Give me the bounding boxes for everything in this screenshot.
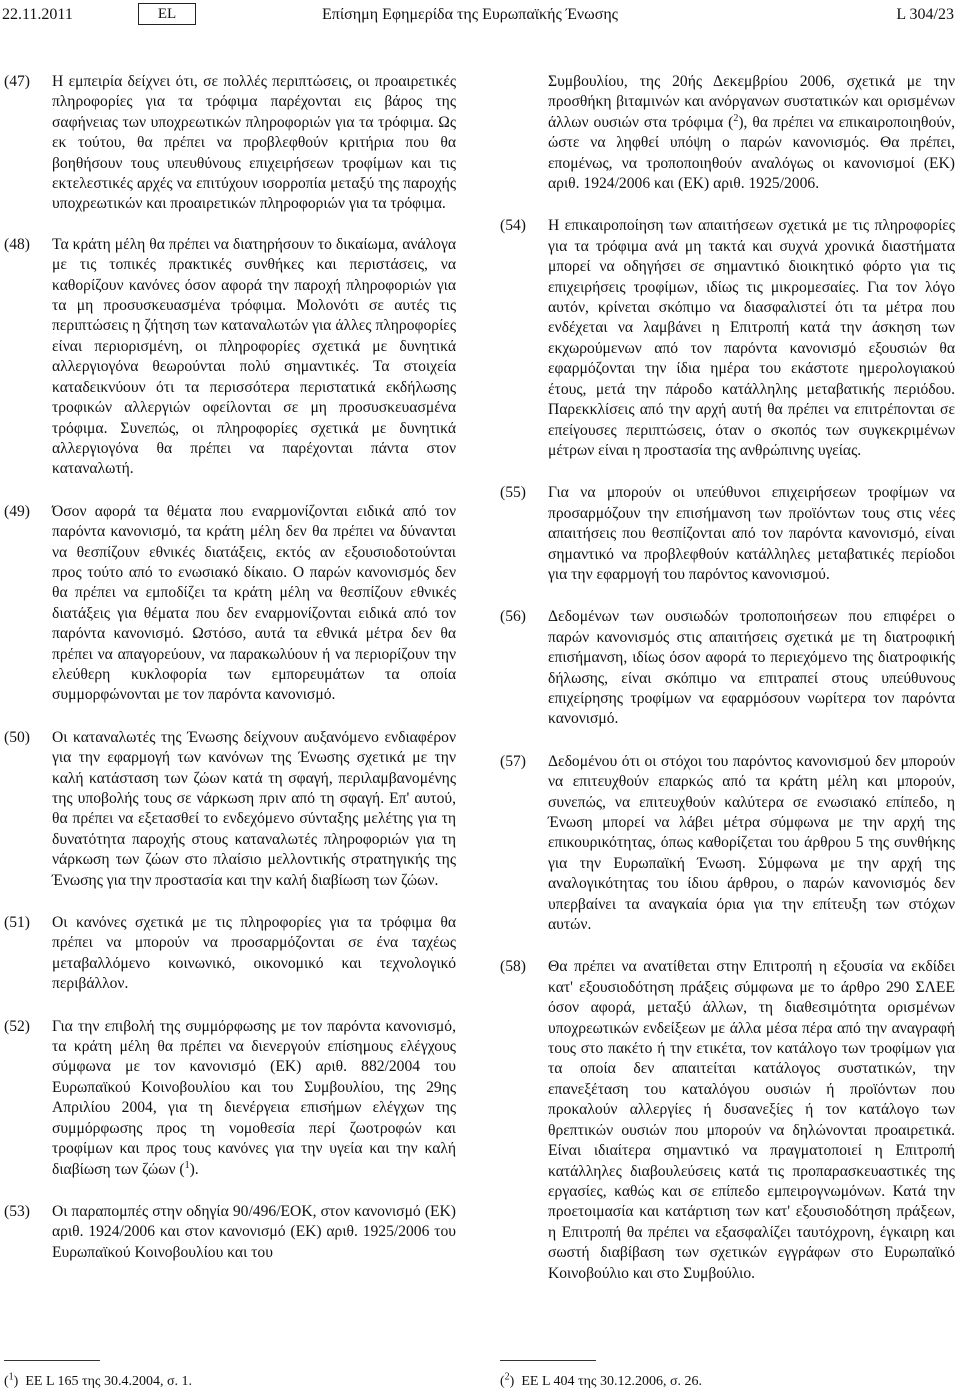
recital-number: (49) xyxy=(4,502,30,520)
recital-54 xyxy=(500,216,955,461)
recital-text: Τα κράτη μέλη θα πρέπει να διατηρήσουν το δικαίωμα, ανάλογα με τις τοπικές πρακτικές συνθήκες και περιστάσεις, να καθορίζουν κανόνες όσον αφορά την παροχή πληροφοριών για τα μη προσυσκευασμένα τρόφιμα. Μολονότι σε αυτές τις περιπτώσεις η ζήτηση των καταναλωτών για άλλες πληροφορίες είναι περιορισμένη, οι πληροφορίες σχετικά με δυνητικά αλλεργιογόνα θεωρούνται πολύ σημαντικές. Τα στοιχεία καταδεικνύουν ότι τα περισσότερα περιστατικά εκδήλωσης τροφικών αλλεργιών οφείλονται σε μη προσυσκευασμένα τρόφιμα. Συνεπώς, οι πληροφορίες σχετικά με δυνητικά αλλεργιογόνα θα πρέπει να παρέχονται πάντα στον καταναλωτή. xyxy=(52,235,456,478)
recital-55 xyxy=(500,483,955,585)
recital-53 xyxy=(4,1202,456,1263)
recital-text: Δεδομένου ότι οι στόχοι του παρόντος κανονισμού δεν μπορούν να επιτευχθούν επαρκώς από τα κράτη μέλη και μπορούν, συνεπώς, να επιτευχθούν καλύτερα σε ενωσιακό επίπεδο, η Ένωση μπορεί να λάβει μέτρα σύμφωνα με την αρχή της επικουρικότητας, όπως καθορίζεται του άρθρου 5 της συνθήκης για την Ευρωπαϊκή Ένωση. Σύμφωνα με την αρχή της αναλογικότητας του ίδιου άρθρου, ο παρών κανονισμός δεν υπερβαίνει τα αναγκαία όρια για την επίτευξη των στόχων αυτών. xyxy=(548,752,955,934)
journal-title: Επίσημη Εφημερίδα της Ευρωπαϊκής Ένωσης xyxy=(321,6,619,23)
recital-text: Όσον αφορά τα θέματα που εναρμονίζονται ειδικά από τον παρόντα κανονισμό, τα κράτη μέλη δεν θα πρέπει να δύνανται να θεσπίζουν εθνικές διατάξεις, εκτός αν εξουσιοδοτούνται προς τούτο από το ενωσιακό δίκαιο. Ο παρών κανονισμός δεν θα πρέπει να εμποδίζει τα κράτη μέλη να θεσπίζουν εθνικές διατάξεις για θέματα που δεν εναρμονίζονται ειδικά από τον παρόντα κανονισμό. Ωστόσο, αυτά τα εθνικά μέτρα δεν θα πρέπει να απαγορεύουν, να παρακωλύουν ή να περιορίζουν την ελεύθερη κυκλοφορία των εμπορευμάτων τα οποία συμμορφώνονται με τον παρόντα κανονισμό. xyxy=(52,502,456,704)
page-reference: L 304/23 xyxy=(896,6,954,23)
footnote-2: ($^2$) ΕΕ L 404 της 30.12.2006, σ. 26. xyxy=(500,1371,703,1389)
recital-text: Για να μπορούν οι υπεύθυνοι επιχειρήσεων τροφίμων να προσαρμόζουν την επισήμανση των προϊόντων τους στις νέες απαιτήσεις που θεσπίζονται από τον παρόντα κανονισμό, είναι σημαντικό να προβλεφθούν κατάλληλες μεταβατικές περίοδοι για την εφαρμογή του παρόντος κανονισμού. xyxy=(548,484,955,583)
recital-51 xyxy=(4,913,456,995)
recital-number: (55) xyxy=(500,484,526,502)
recital-body: Συμβουλίου, της 20ής Δεκεμβρίου 2006, σχετικά με την προσθήκη βιταμινών και ανόργανων συστατικών και ορισμένων άλλων ουσιών στα τρόφιμα ( xyxy=(548,73,955,131)
recital-56 xyxy=(500,607,955,729)
recital-number: (52) xyxy=(4,1017,30,1035)
language-badge: EL xyxy=(138,3,196,25)
recital-49 xyxy=(4,502,456,706)
recital-number: (53) xyxy=(4,1202,30,1220)
recital-52 xyxy=(4,1017,456,1180)
recital-50 xyxy=(4,728,456,891)
footnote-ref[interactable]: 2 xyxy=(733,112,739,124)
recital-number: (54) xyxy=(500,217,526,235)
recital-tail: ). xyxy=(189,1160,199,1178)
recital-57 xyxy=(500,752,955,936)
recital-number: (56) xyxy=(500,608,526,626)
footnote-rule-right xyxy=(500,1360,596,1361)
recital-text xyxy=(548,72,955,194)
recital-text: Οι κανόνες σχετικά με τις πληροφορίες για τα τρόφιμα θα πρέπει να μπορούν να προσαρμόζονται σε ένα ταχέως μεταβαλλόμενο κοινωνικό, οικονομικό και τεχνολογικό περιβάλλον. xyxy=(52,914,456,993)
recital-text: Θα πρέπει να ανατίθεται στην Επιτροπή η εξουσία να εκδίδει κατ' εξουσιοδότηση πράξεις σύμφωνα με το άρθρο 290 ΣΛΕΕ όσον αφορά, μεταξύ άλλων, τη διαθεσιμότητα ορισμένων υποχρεωτικών ενδείξεων με άλλα μέσα πέρα από την αναγραφή τους στο πακέτο ή την ετικέτα, τον κατάλογο των τροφίμων για τα οποία δεν απαιτείται κατάλογος συστατικών, την επανεξέταση του καταλόγου ουσιών ή προϊόντων που προκαλούν αλλεργίες ή δυσανεξίες ή τον κατάλογο των θρεπτικών ουσιών που μπορούν να δηλώνονται προαιρετικά. Είναι ιδιαίτερα σημαντικό να πραγματοποιεί η Επιτροπή κατάλληλες διαβουλεύσεις κατά τις προπαρασκευαστικές της εργασίες, καθώς και σε επίπεδο εμπειρογνωμόνων. Κατά την προετοιμασία και κατάρτιση των κατ' εξουσιοδότηση πράξεων, η Επιτροπή θα πρέπει να εξασφαλίζει ταυτόχρονη, έγκαιρη και σωστή διαβίβαση των σχετικών εγγράφων στο Ευρωπαϊκό Κοινοβούλιο και στο Συμβούλιο. xyxy=(548,958,955,1282)
footnote-ref[interactable]: 1 xyxy=(184,1159,190,1171)
recital-number: (50) xyxy=(4,728,30,746)
footnote-text: ΕΕ L 404 της 30.12.2006, σ. 26. xyxy=(521,1374,703,1389)
recital-number: (58) xyxy=(500,958,526,976)
recital-48 xyxy=(4,235,456,480)
recital-58 xyxy=(500,957,955,1284)
recital-text: Οι παραπομπές στην οδηγία 90/496/ΕΟΚ, στον κανονισμό (ΕΚ) αριθ. 1924/2006 και στον κανονισμό (ΕΚ) αριθ. 1925/2006 του Ευρωπαϊκού Κοινοβουλίου και του xyxy=(52,1202,456,1261)
recital-47 xyxy=(4,72,456,215)
footnote-mark: 1 xyxy=(8,1371,14,1383)
footnote-text: ΕΕ L 165 της 30.4.2004, σ. 1. xyxy=(25,1374,193,1389)
footnote-mark: 2 xyxy=(504,1371,510,1383)
page-header xyxy=(0,0,960,28)
recital-number: (57) xyxy=(500,752,526,770)
recital-text: Οι καταναλωτές της Ένωσης δείχνουν αυξανόμενο ενδιαφέρον για την εφαρμογή των κανόνων της Ένωσης σχετικά με την καλή κατάσταση των ζώων κατά τη σφαγή, περιλαμβανομένης της υποβολής τους σε νάρκωση πριν από τη σφαγή. Επ' αυτού, θα πρέπει να εξετασθεί το ενδεχόμενο σύνταξης μελέτης για τη δυνατότητα παροχής στους καταναλωτές πληροφοριών για τη νάρκωση των ζώων στο πλαίσιο μελλοντικής στρατηγικής της Ένωσης για την προστασία και την καλή διαβίωση των ζώων. xyxy=(52,728,456,889)
right-column xyxy=(500,72,955,1284)
recital-tail: ), θα πρέπει να επικαιροποιηθούν, ώστε να ληφθεί υπόψη ο παρών κανονισμός. Θα πρέπει, επομένως, να τροποποιηθούν αναλόγως οι κανονισμοί (ΕΚ) αριθ. 1924/2006 και (ΕΚ) αριθ. 1925/2006. xyxy=(548,113,955,193)
recital-number: (51) xyxy=(4,914,30,932)
issue-date: 22.11.2011 xyxy=(2,6,73,23)
recital-body: Για την επιβολή της συμμόρφωσης με τον παρόντα κανονισμό, τα κράτη μέλη θα πρέπει να διενεργούν επίσημους ελέγχους σύμφωνα με τον κανονισμό (ΕΚ) αριθ. 882/2004 του Ευρωπαϊκού Κοινοβουλίου και του Συμβουλίου, της 29ης Απριλίου 2004, για τη διενέργεια επισήμων ελέγχων της συμμόρφωσης προς τη νομοθεσία περί ζωοτροφών και τροφίμων και προς τους κανόνες για την υγεία και την καλή διαβίωση των ζώων ( xyxy=(52,1017,456,1178)
recital-number: (47) xyxy=(4,73,30,90)
footnote-1: ($^1$) ΕΕ L 165 της 30.4.2004, σ. 1. xyxy=(4,1371,193,1389)
recital-text xyxy=(52,1017,456,1180)
recital-number: (48) xyxy=(4,235,30,253)
footnote-rule-left xyxy=(4,1360,100,1361)
recital-text: Δεδομένων των ουσιωδών τροποποιήσεων που επιφέρει ο παρών κανονισμός στις απαιτήσεις σχετικά με τη διατροφική επισήμανση, ιδίως όσον αφορά το περιεχόμενο της διατροφικής δήλωσης, είναι σκόπιμο να επιτραπεί στους υπεύθυνους επιχείρησης τροφίμων να εφαρμόσουν νωρίτερα τον παρόντα κανονισμό. xyxy=(548,608,955,728)
left-column xyxy=(4,72,456,1263)
recital-53-continued xyxy=(500,72,955,194)
recital-text: Η επικαιροποίηση των απαιτήσεων σχετικά με τις πληροφορίες για τα τρόφιμα ανά μη τακτά και συχνά χρονικά διαστήματα μπορεί να οδηγήσει σε σημαντικό διοικητικό φόρτο για τις επιχειρήσεις τροφίμων, ιδίως τις μικρομεσαίες. Για τον λόγο αυτόν, κρίνεται σκόπιμο να διασφαλιστεί ότι τα μέτρα που ενδέχεται να λαμβάνει η Επιτροπή κατά την άσκηση των εκχωρούμενων από τον παρόντα κανονισμό εξουσιών θα εφαρμόζονται την ίδια ημέρα του εκάστοτε ημερολογιακού έτους, μετά την πάροδο κατάλληλης μεταβατικής περιόδου. Παρεκκλίσεις από την αρχή αυτή θα πρέπει να επιτρέπονται σε επείγουσες περιπτώσεις, όταν ο σκοπός των συγκεκριμένων μέτρων είναι η προστασία της ανθρώπινης υγείας. xyxy=(548,217,955,459)
recital-text: Η εμπειρία δείχνει ότι, σε πολλές περιπτώσεις, οι προαιρετικές πληροφορίες για τα τρόφιμα παρέχονται εις βάρος της σαφήνειας των υποχρεωτικών πληροφοριών για τα τρόφιμα. Ως εκ τούτου, θα πρέπει να προβλεφθούν κριτήρια που θα βοηθήσουν τους υπευθύνους επιχειρήσεων τροφίμων και τις εκτελεστικές αρχές να επιτύχουν ισορροπία μεταξύ της παροχής υποχρεωτικών και προαιρετικών πληροφοριών για τα τρόφιμα. xyxy=(52,73,456,213)
